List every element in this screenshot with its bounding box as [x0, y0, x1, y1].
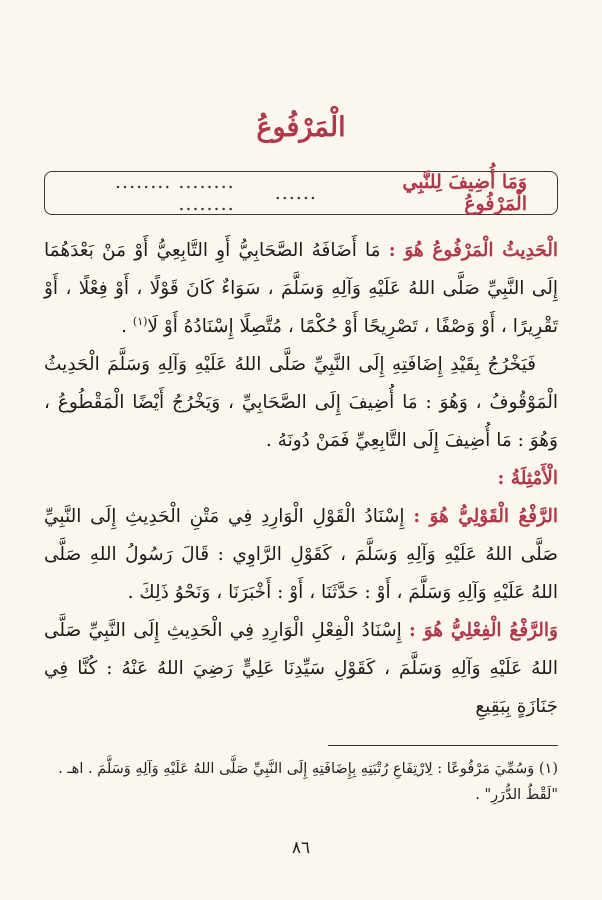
definition-end: . [121, 316, 133, 337]
question-dots-short: ...... [274, 182, 317, 204]
document-page [44, 0, 558, 900]
question-box [44, 171, 558, 215]
verbal-raf-paragraph [44, 498, 558, 612]
chapter-title: الْمَرْفُوعُ [256, 112, 346, 143]
examples-heading: الْأَمْثِلَةُ : [497, 468, 558, 489]
action-raf-term: وَالرَّفْعُ الْفِعْلِيُّ هُوَ : [409, 620, 558, 641]
verbal-raf-text: إِسْنَادُ الْقَوْلِ الْوَارِدِ فِي مَتْنِ الْحَدِيثِ إِلَى النَّبِيِّ صَلَّى اللهُ عَلَيْهِ وَآلِهِ وَسَلَّمَ ، كَقَوْلِ الرَّاوِي : قَالَ رَسُولُ اللهِ صَلَّى اللهُ عَلَيْهِ وَآلِهِ وَسَلَّمَ ، أَوْ : حَدَّثَنَا ، أَوْ : أَخْبَرَنَا ، وَنَحْوُ ذَلِكَ . [44, 506, 558, 603]
action-raf-paragraph [44, 612, 558, 726]
definition-term: الْحَدِيثُ الْمَرْفُوعُ هُوَ : [388, 240, 558, 261]
question-text: وَمَا أُضِيفَ لِلنَّبِي الْمَرْفُوعُ [402, 171, 527, 215]
page-number: ٨٦ [291, 838, 311, 858]
footnote-line-2: "لَقْطُ الدُّرَرِ" . [475, 787, 558, 803]
footnote-marker: (١) [132, 314, 148, 328]
examples-heading-row [44, 460, 558, 498]
verbal-raf-term: الرَّفْعُ الْقَوْلِيُّ هُوَ : [413, 506, 559, 527]
footnote-line-1: (١) وَسُمِّيَ مَرْفُوعًا : لِارْتِفَاعِ رُتْبَتِهِ بِإِضَافَتِهِ إِلَى النَّبِيِّ صَلَّى اللهُ عَلَيْهِ وَآلِهِ وَسَلَّمَ . اهـ . [58, 761, 558, 777]
question-dots-long: ........ ........ ........ [115, 171, 235, 215]
main-text [44, 232, 558, 726]
footnote [44, 756, 558, 808]
definition-paragraph [44, 232, 558, 346]
definition-text: مَا أَضَافَهُ الصَّحَابِيُّ أَوِ التَّابِعِيُّ أَوْ مَنْ بَعْدَهُمَا إِلَى النَّبِيِّ صَلَّى اللهُ عَلَيْهِ وَآلِهِ وَسَلَّمَ ، سَوَاءٌ كَانَ قَوْلًا ، أَوْ فِعْلًا ، أَوْ تَقْرِيرًا ، أَوْ وَصْفًا ، تَصْرِيحًا أَوْ حُكْمًا ، مُتَّصِلًا إِسْنَادُهُ أَوْ لَا [44, 240, 558, 337]
exclusion-paragraph: فَيَخْرُجُ بِقَيْدِ إِضَافَتِهِ إِلَى النَّبِيِّ صَلَّى اللهُ عَلَيْهِ وَآلِهِ وَسَلَّمَ الْحَدِيثُ الْمَوْقُوفُ ، وَهُوَ : مَا أُضِيفَ إِلَى الصَّحَابِيِّ ، وَيَخْرُجُ أَيْضًا الْمَقْطُوعُ ، وَهُوَ : مَا أُضِيفَ إِلَى التَّابِعِيِّ فَمَنْ دُونَهُ . [44, 354, 558, 451]
footnote-divider [328, 745, 558, 746]
action-raf-text: إِسْنَادُ الْفِعْلِ الْوَارِدِ فِي الْحَدِيثِ إِلَى النَّبِيِّ صَلَّى اللهُ عَلَيْهِ وَآلِهِ وَسَلَّمَ ، كَقَوْلِ سَيِّدِنَا عَلِيٍّ رَضِيَ اللهُ عَنْهُ : كُنَّا فِي جَنَازَةٍ بِبَقِيعِ [44, 620, 558, 717]
